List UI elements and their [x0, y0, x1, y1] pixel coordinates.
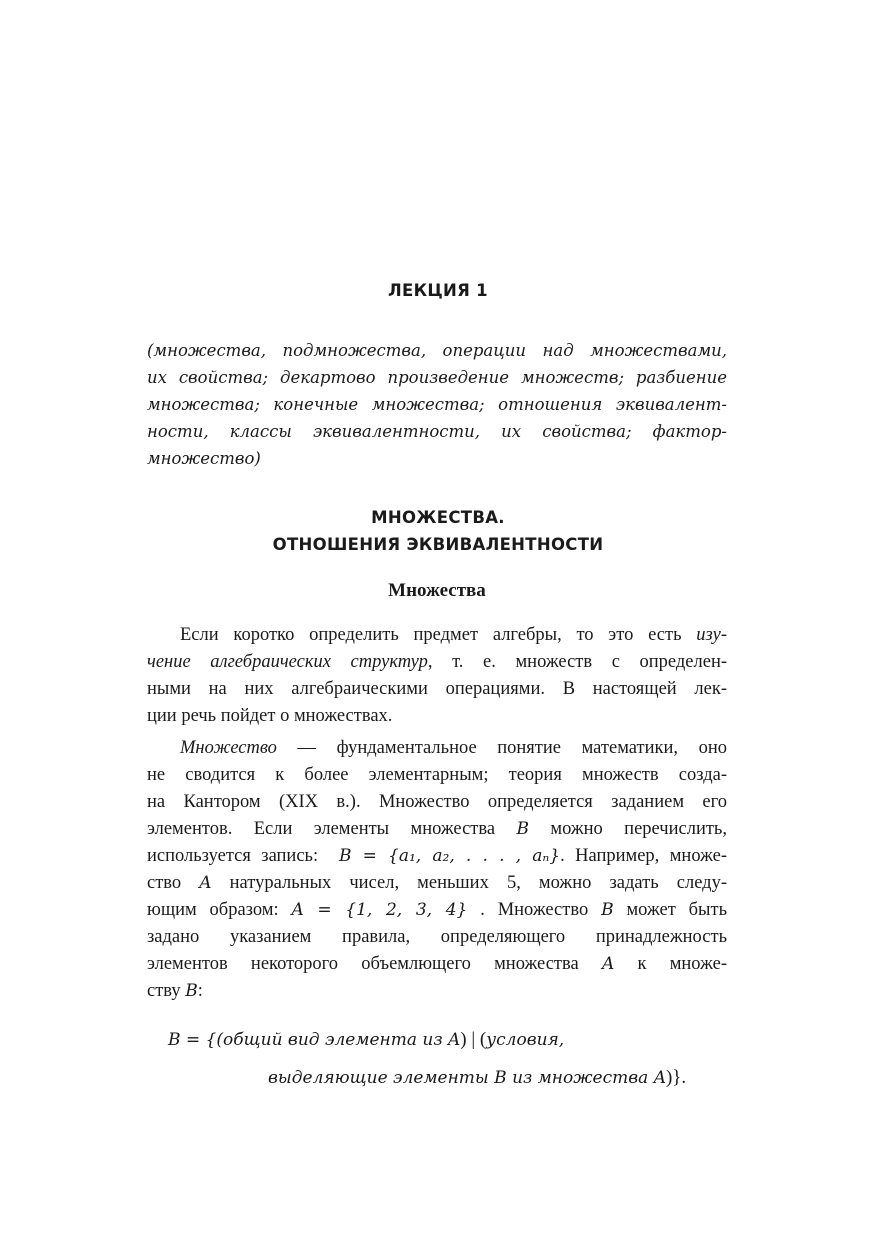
text-line — [147, 870, 727, 897]
section-heading-line-1: МНОЖЕСТВА. — [371, 508, 505, 527]
text-segment: может быть — [613, 900, 728, 920]
formula-element-form: общий вид элемента из A — [223, 1030, 461, 1050]
text-segment: . Множество — [467, 900, 602, 920]
lecture-abstract — [147, 337, 727, 472]
text-segment: ции речь пойдет о множествах. — [147, 706, 393, 726]
text-segment: элементов некоторого объемлющего множества — [147, 954, 602, 974]
text-segment: Если коротко определить предмет алгебры, то это есть — [180, 625, 697, 645]
paragraph-1 — [147, 622, 727, 730]
text-segment: ству — [147, 981, 186, 1001]
subsection-heading: Множества — [388, 580, 486, 601]
abstract-line: (множества, подмножества, операции над множествами, — [147, 341, 727, 360]
paragraph-2 — [147, 735, 727, 1005]
text-segment: натуральных чисел, меньших 5, можно задать следу- — [211, 873, 727, 893]
text-line — [147, 676, 727, 703]
formula-conditions: условия, — [486, 1030, 565, 1050]
text-line — [147, 789, 727, 816]
formula-suffix: )}. — [665, 1067, 687, 1088]
text-segment: используется запись: — [147, 846, 339, 866]
formula-conditions-cont: выделяющие элементы B из множества A — [268, 1068, 666, 1088]
text-line — [147, 703, 727, 730]
abstract-line: их свойства; декартово произведение множеств; разбиение — [147, 368, 727, 387]
text-line — [147, 622, 727, 649]
text-line — [147, 951, 727, 978]
set-builder-formula-line-1 — [168, 1029, 564, 1051]
text-segment: ными на них алгебраическими операциями. В настоящей лек- — [147, 679, 727, 699]
lecture-title: ЛЕКЦИЯ 1 — [388, 281, 488, 300]
abstract-line: ности, классы эквивалентности, их свойства; фактор- — [147, 422, 727, 441]
set-builder-formula-line-2 — [268, 1067, 686, 1089]
text-segment: , т. е. множеств с определен- — [427, 652, 728, 672]
text-segment: задано указанием правила, определяющего принадлежность — [147, 927, 727, 947]
text-segment: элементов. Если элементы множества — [147, 819, 517, 839]
text-line — [147, 735, 727, 762]
math-expression: A — [601, 954, 615, 974]
abstract-line: множества; конечные множества; отношения эквивалент- — [147, 395, 727, 414]
abstract-line: множество) — [147, 449, 261, 468]
emphasized-text: чение алгебраических структур — [147, 652, 428, 672]
math-expression: A — [199, 873, 212, 893]
math-expression: B = {a₁, a₂, . . . , aₙ} — [338, 846, 561, 866]
formula-prefix: B = {( — [168, 1030, 223, 1050]
text-segment: можно перечислить, — [528, 819, 727, 839]
text-segment: на Кантором (XIX в.). Множество определяется заданием его — [147, 792, 727, 812]
formula-separator: ) | ( — [460, 1029, 487, 1050]
math-expression: B — [516, 819, 529, 839]
text-segment: к множе- — [614, 954, 727, 974]
math-expression: B — [601, 900, 614, 920]
text-segment: ющим образом: — [147, 900, 292, 920]
text-line — [147, 816, 727, 843]
text-line — [147, 762, 727, 789]
text-line — [147, 897, 727, 924]
emphasized-text: изу- — [696, 625, 727, 645]
text-segment: . Например, множе- — [560, 846, 728, 866]
text-segment: не сводится к более элементарным; теория множеств созда- — [147, 765, 727, 785]
text-segment: ство — [147, 873, 200, 893]
text-line — [147, 843, 727, 870]
text-segment: : — [197, 981, 203, 1001]
emphasized-text: Множество — [180, 738, 277, 758]
text-line — [147, 978, 727, 1005]
section-heading-line-2: ОТНОШЕНИЯ ЭКВИВАЛЕНТНОСТИ — [272, 535, 604, 554]
text-segment: — фундаментальное понятие математики, оно — [276, 738, 727, 758]
text-line — [147, 649, 727, 676]
text-line — [147, 924, 727, 951]
math-expression: A = {1, 2, 3, 4} — [291, 900, 468, 920]
math-expression: B — [185, 981, 198, 1001]
